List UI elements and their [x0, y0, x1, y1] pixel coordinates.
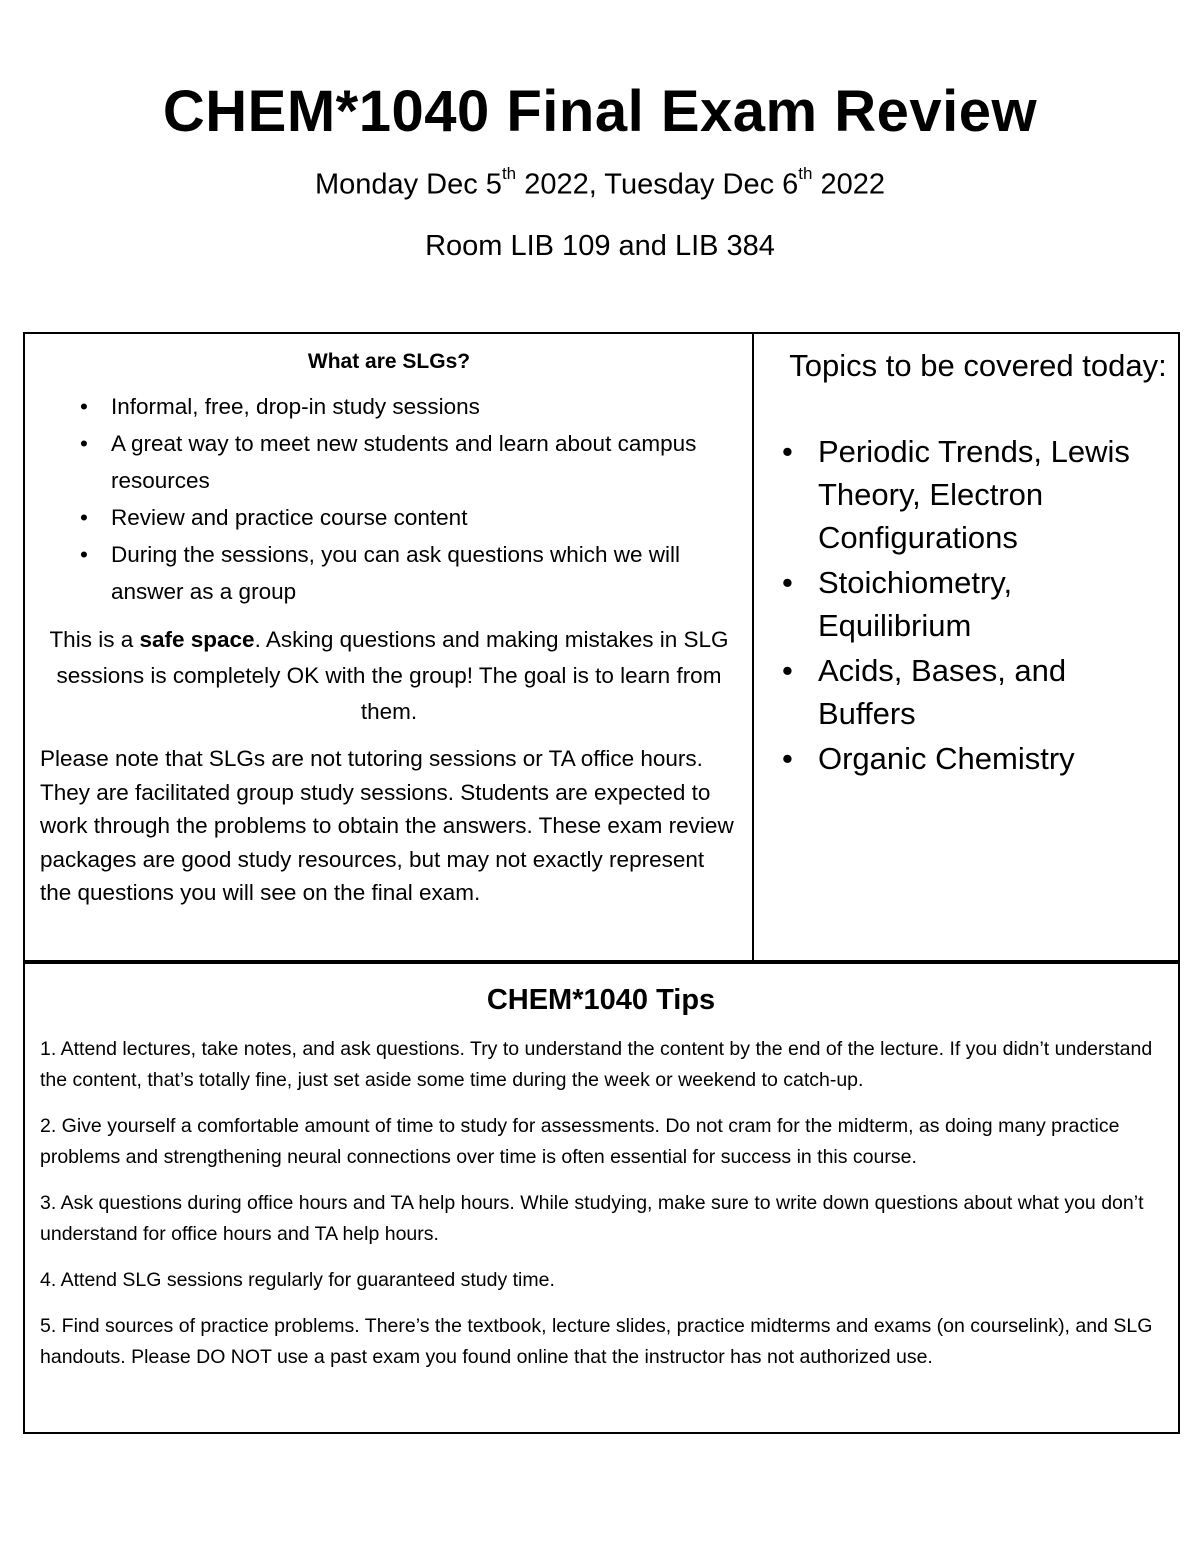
slg-bullet-item: • Review and practice course content — [40, 499, 738, 536]
bullet-icon: • — [782, 434, 793, 469]
topic-item: • Stoichiometry, Equilibrium — [768, 561, 1168, 647]
slg-bullet-item: • A great way to meet new students and learn about campus resources — [40, 425, 738, 499]
bullet-icon: • — [782, 653, 793, 688]
topics-heading: Topics to be covered today: — [789, 348, 1167, 383]
topic-item: • Periodic Trends, Lewis Theory, Electron Configurations — [768, 430, 1168, 559]
bullet-icon: • — [80, 431, 88, 456]
bullet-icon: • — [80, 505, 88, 530]
slg-heading: What are SLGs? — [307, 350, 471, 373]
tips-heading: CHEM*1040 Tips — [486, 984, 716, 1016]
bullet-icon: • — [80, 542, 88, 567]
room-info: Room LIB 109 and LIB 384 — [425, 230, 775, 262]
date-ordinal-1: th — [501, 164, 517, 183]
tip-item: 3. Ask questions during office hours and TA help hours. While studying, make sure to write down questions about what you don’t understand for office hours and TA help hours. — [40, 1192, 1144, 1245]
info-table — [23, 332, 1180, 962]
page-title: CHEM*1040 Final Exam Review — [162, 79, 1038, 144]
bullet-icon: • — [782, 565, 793, 600]
date-ordinal-2: th — [798, 164, 813, 183]
safe-space-emphasis: safe space — [139, 627, 255, 652]
date-text-2: 2022, Tuesday Dec 6 — [516, 168, 799, 201]
slg-info-cell — [25, 334, 752, 960]
topic-item: • Acids, Bases, and Buffers — [768, 649, 1168, 735]
tip-item: 4. Attend SLG sessions regularly for guaranteed study time. — [40, 1269, 555, 1291]
bullet-icon: • — [80, 394, 88, 419]
topics-list — [768, 430, 1168, 780]
date-text-1: Monday Dec 5 — [314, 168, 502, 201]
tip-item: 5. Find sources of practice problems. There’s the textbook, lecture slides, practice midterms and exams (on courselink), and SLG handouts. Please DO NOT use a past exam you found online that the instructor has not authorized use. — [40, 1315, 1153, 1368]
session-dates — [0, 164, 1200, 202]
topic-item: • Organic Chemistry — [768, 737, 1168, 780]
slg-bullet-list — [40, 388, 738, 610]
slg-note-paragraph: Please note that SLGs are not tutoring sessions or TA office hours. They are facilitated group study sessions. Students are expected to work through the problems to obtain the answers. These exam review packages are good study resources, but may not exactly represent the questions you will see on the final exam. — [40, 746, 734, 905]
slg-bullet-item: • Informal, free, drop-in study sessions — [40, 388, 738, 425]
date-text-3: 2022 — [812, 168, 886, 201]
topics-cell — [754, 334, 1178, 960]
bullet-icon: • — [782, 741, 793, 776]
safe-space-paragraph: This is a safe space. Asking questions and making mistakes in SLG sessions is completely OK with the group! The goal is to learn from them. — [49, 627, 729, 724]
tip-item: 1. Attend lectures, take notes, and ask questions. Try to understand the content by the end of the lecture. If you didn’t understand the content, that’s totally fine, just set aside some time during the week or weekend to catch-up. — [40, 1038, 1153, 1091]
tips-box — [23, 962, 1180, 1434]
slg-bullet-item: • During the sessions, you can ask questions which we will answer as a group — [40, 536, 738, 610]
tip-item: 2. Give yourself a comfortable amount of time to study for assessments. Do not cram for the midterm, as doing many practice problems and strengthening neural connections over time is often essential for success in this course. — [40, 1115, 1120, 1168]
